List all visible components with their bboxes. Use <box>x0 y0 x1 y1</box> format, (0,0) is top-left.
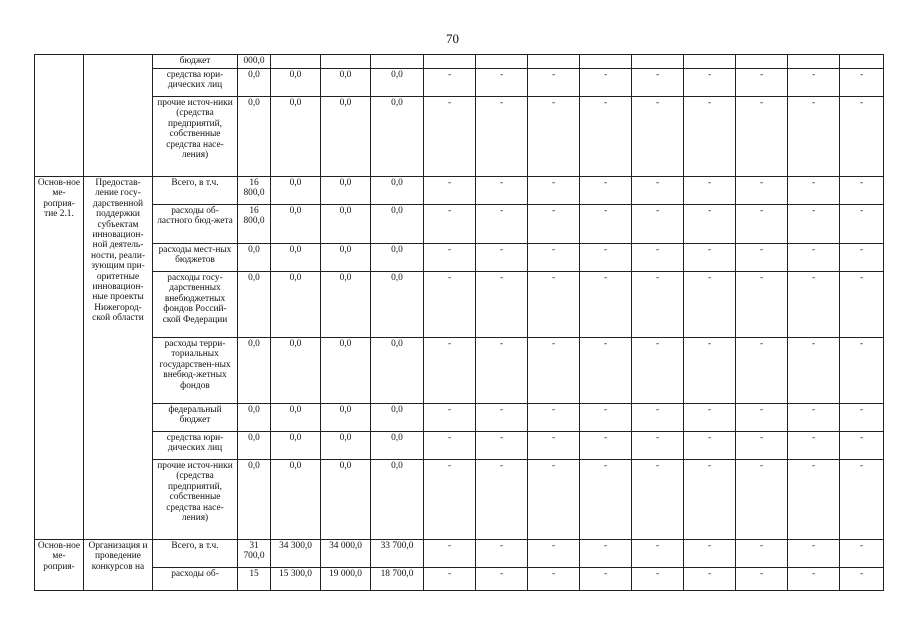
measure-description-cell: Предостав-ление госу-дарственной поддержки субъектам инновацион-ной деятель-ности, реали-зующим при-оритетные инновацион-ные проекты Нижегород-ской области <box>84 177 153 540</box>
empty-year-cell: - <box>840 69 884 97</box>
value-cell: 0,0 <box>271 97 321 177</box>
funding-source-cell: Всего, в т.ч. <box>153 177 238 205</box>
empty-year-cell: - <box>476 432 528 460</box>
funding-source-cell: средства юри-дических лиц <box>153 432 238 460</box>
table-row <box>35 177 884 205</box>
empty-year-cell <box>476 55 528 69</box>
empty-year-cell: - <box>424 460 476 540</box>
empty-year-cell: - <box>632 568 684 591</box>
value-cell: 0,0 <box>271 205 321 244</box>
value-cell: 0,0 <box>238 460 271 540</box>
empty-year-cell: - <box>840 205 884 244</box>
value-cell: 0,0 <box>371 404 424 432</box>
table-row <box>35 244 884 272</box>
value-cell: 0,0 <box>321 69 371 97</box>
value-cell: 33 700,0 <box>371 540 424 568</box>
empty-year-cell: - <box>840 177 884 205</box>
value-cell: 16 800,0 <box>238 205 271 244</box>
empty-year-cell: - <box>684 97 736 177</box>
empty-year-cell: - <box>788 244 840 272</box>
empty-year-cell: - <box>632 244 684 272</box>
empty-year-cell: - <box>632 272 684 338</box>
value-cell: 0,0 <box>271 404 321 432</box>
measure-description-cell <box>84 55 153 177</box>
empty-year-cell: - <box>476 97 528 177</box>
empty-year-cell: - <box>788 205 840 244</box>
empty-year-cell: - <box>736 97 788 177</box>
empty-year-cell: - <box>476 568 528 591</box>
empty-year-cell: - <box>840 244 884 272</box>
empty-year-cell <box>788 55 840 69</box>
empty-year-cell: - <box>528 568 580 591</box>
funding-source-cell: прочие источ-ники (средства предприятий, собственные средства насе-ления) <box>153 97 238 177</box>
value-cell: 0,0 <box>371 432 424 460</box>
empty-year-cell: - <box>788 338 840 404</box>
empty-year-cell: - <box>788 272 840 338</box>
empty-year-cell: - <box>580 460 632 540</box>
empty-year-cell: - <box>632 404 684 432</box>
value-cell: 0,0 <box>321 205 371 244</box>
empty-year-cell: - <box>684 272 736 338</box>
value-cell: 34 300,0 <box>271 540 321 568</box>
empty-year-cell: - <box>528 205 580 244</box>
value-cell: 0,0 <box>321 244 371 272</box>
value-cell: 0,0 <box>271 272 321 338</box>
value-cell: 15 <box>238 568 271 591</box>
value-cell: 0,0 <box>371 338 424 404</box>
funding-source-cell: расходы мест-ных бюджетов <box>153 244 238 272</box>
value-cell: 0,0 <box>371 244 424 272</box>
empty-year-cell: - <box>632 205 684 244</box>
empty-year-cell: - <box>736 460 788 540</box>
table-row <box>35 432 884 460</box>
measure-description-cell: Организация и проведение конкурсов на <box>84 540 153 591</box>
empty-year-cell: - <box>476 69 528 97</box>
value-cell: 0,0 <box>371 460 424 540</box>
funding-source-cell: прочие источ-ники (средства предприятий, собственные средства насе-ления) <box>153 460 238 540</box>
value-cell <box>371 55 424 69</box>
empty-year-cell: - <box>528 432 580 460</box>
empty-year-cell: - <box>632 177 684 205</box>
value-cell: 18 700,0 <box>371 568 424 591</box>
value-cell: 0,0 <box>321 272 371 338</box>
empty-year-cell: - <box>424 272 476 338</box>
table-row <box>35 97 884 177</box>
empty-year-cell: - <box>528 540 580 568</box>
empty-year-cell: - <box>840 272 884 338</box>
table-row <box>35 69 884 97</box>
empty-year-cell: - <box>580 69 632 97</box>
empty-year-cell: - <box>528 244 580 272</box>
empty-year-cell: - <box>788 568 840 591</box>
empty-year-cell: - <box>424 540 476 568</box>
table-row <box>35 272 884 338</box>
table-row <box>35 540 884 568</box>
empty-year-cell: - <box>528 97 580 177</box>
value-cell: 0,0 <box>271 177 321 205</box>
empty-year-cell <box>424 55 476 69</box>
funding-source-cell: расходы терри-ториальных государствен-ных внебюд-жетных фондов <box>153 338 238 404</box>
funding-source-cell: средства юри-дических лиц <box>153 69 238 97</box>
empty-year-cell: - <box>736 540 788 568</box>
empty-year-cell: - <box>788 177 840 205</box>
funding-source-cell: федеральный бюджет <box>153 404 238 432</box>
empty-year-cell: - <box>736 244 788 272</box>
empty-year-cell: - <box>528 460 580 540</box>
value-cell: 0,0 <box>371 177 424 205</box>
empty-year-cell <box>736 55 788 69</box>
value-cell: 0,0 <box>321 177 371 205</box>
empty-year-cell: - <box>528 404 580 432</box>
empty-year-cell: - <box>424 244 476 272</box>
table-row <box>35 55 884 69</box>
value-cell: 19 000,0 <box>321 568 371 591</box>
empty-year-cell: - <box>632 97 684 177</box>
empty-year-cell: - <box>528 177 580 205</box>
empty-year-cell: - <box>736 568 788 591</box>
empty-year-cell: - <box>424 432 476 460</box>
empty-year-cell: - <box>528 272 580 338</box>
value-cell: 0,0 <box>238 69 271 97</box>
funding-source-cell: расходы об-ластного бюд-жета <box>153 205 238 244</box>
empty-year-cell: - <box>684 540 736 568</box>
empty-year-cell: - <box>840 568 884 591</box>
empty-year-cell: - <box>632 338 684 404</box>
measure-name-cell: Основ-ное ме-роприя- <box>35 540 84 591</box>
value-cell: 0,0 <box>321 460 371 540</box>
empty-year-cell: - <box>684 404 736 432</box>
empty-year-cell <box>632 55 684 69</box>
empty-year-cell: - <box>684 568 736 591</box>
measure-name-cell <box>35 55 84 177</box>
empty-year-cell: - <box>476 205 528 244</box>
empty-year-cell: - <box>424 177 476 205</box>
table-row <box>35 568 884 591</box>
empty-year-cell: - <box>476 540 528 568</box>
value-cell: 0,0 <box>238 244 271 272</box>
value-cell: 31 700,0 <box>238 540 271 568</box>
empty-year-cell: - <box>736 432 788 460</box>
value-cell <box>271 55 321 69</box>
empty-year-cell: - <box>840 97 884 177</box>
funding-source-cell: расходы госу-дарственных внебюджетных фондов Россий-ской Федерации <box>153 272 238 338</box>
value-cell: 0,0 <box>271 432 321 460</box>
empty-year-cell: - <box>424 97 476 177</box>
empty-year-cell: - <box>476 460 528 540</box>
empty-year-cell: - <box>788 404 840 432</box>
table-row <box>35 460 884 540</box>
empty-year-cell: - <box>580 97 632 177</box>
empty-year-cell: - <box>476 272 528 338</box>
page-number: 70 <box>446 31 459 46</box>
empty-year-cell: - <box>788 432 840 460</box>
empty-year-cell: - <box>476 338 528 404</box>
empty-year-cell: - <box>840 460 884 540</box>
value-cell: 0,0 <box>371 69 424 97</box>
empty-year-cell: - <box>580 404 632 432</box>
empty-year-cell <box>528 55 580 69</box>
empty-year-cell: - <box>424 205 476 244</box>
empty-year-cell: - <box>788 69 840 97</box>
empty-year-cell: - <box>788 540 840 568</box>
empty-year-cell: - <box>684 205 736 244</box>
empty-year-cell: - <box>580 540 632 568</box>
value-cell: 0,0 <box>371 97 424 177</box>
value-cell: 0,0 <box>271 244 321 272</box>
value-cell: 0,0 <box>238 338 271 404</box>
empty-year-cell: - <box>736 177 788 205</box>
empty-year-cell: - <box>580 338 632 404</box>
empty-year-cell: - <box>580 432 632 460</box>
empty-year-cell <box>840 55 884 69</box>
empty-year-cell: - <box>736 205 788 244</box>
empty-year-cell: - <box>684 177 736 205</box>
funding-source-cell: Всего, в т.ч. <box>153 540 238 568</box>
value-cell: 0,0 <box>321 432 371 460</box>
empty-year-cell: - <box>632 69 684 97</box>
empty-year-cell: - <box>736 69 788 97</box>
empty-year-cell: - <box>840 540 884 568</box>
empty-year-cell: - <box>840 432 884 460</box>
empty-year-cell: - <box>424 568 476 591</box>
empty-year-cell: - <box>580 244 632 272</box>
empty-year-cell: - <box>632 460 684 540</box>
empty-year-cell: - <box>684 460 736 540</box>
value-cell: 0,0 <box>271 69 321 97</box>
empty-year-cell: - <box>632 540 684 568</box>
value-cell <box>321 55 371 69</box>
empty-year-cell: - <box>580 568 632 591</box>
value-cell: 15 300,0 <box>271 568 321 591</box>
value-cell: 0,0 <box>238 404 271 432</box>
value-cell: 0,0 <box>238 272 271 338</box>
empty-year-cell: - <box>736 272 788 338</box>
empty-year-cell: - <box>684 69 736 97</box>
table-row <box>35 404 884 432</box>
table-row <box>35 205 884 244</box>
value-cell: 16 800,0 <box>238 177 271 205</box>
empty-year-cell <box>580 55 632 69</box>
empty-year-cell: - <box>840 404 884 432</box>
empty-year-cell: - <box>788 97 840 177</box>
empty-year-cell: - <box>424 69 476 97</box>
empty-year-cell: - <box>528 69 580 97</box>
funding-source-cell: бюджет <box>153 55 238 69</box>
table-row <box>35 338 884 404</box>
empty-year-cell: - <box>736 338 788 404</box>
empty-year-cell: - <box>580 205 632 244</box>
empty-year-cell: - <box>476 404 528 432</box>
value-cell: 0,0 <box>271 460 321 540</box>
empty-year-cell: - <box>580 177 632 205</box>
value-cell: 34 000,0 <box>321 540 371 568</box>
empty-year-cell: - <box>736 404 788 432</box>
value-cell: 000,0 <box>238 55 271 69</box>
empty-year-cell: - <box>788 460 840 540</box>
empty-year-cell: - <box>684 244 736 272</box>
value-cell: 0,0 <box>371 205 424 244</box>
table-body <box>35 55 884 591</box>
measure-name-cell: Основ-ное ме-роприя-тие 2.1. <box>35 177 84 540</box>
value-cell: 0,0 <box>321 97 371 177</box>
empty-year-cell: - <box>632 432 684 460</box>
empty-year-cell: - <box>684 432 736 460</box>
empty-year-cell: - <box>476 177 528 205</box>
empty-year-cell: - <box>840 338 884 404</box>
funding-source-cell: расходы об- <box>153 568 238 591</box>
value-cell: 0,0 <box>238 432 271 460</box>
value-cell: 0,0 <box>321 404 371 432</box>
empty-year-cell: - <box>424 338 476 404</box>
budget-table <box>34 54 884 591</box>
empty-year-cell <box>684 55 736 69</box>
empty-year-cell: - <box>424 404 476 432</box>
value-cell: 0,0 <box>271 338 321 404</box>
empty-year-cell: - <box>528 338 580 404</box>
empty-year-cell: - <box>684 338 736 404</box>
value-cell: 0,0 <box>321 338 371 404</box>
value-cell: 0,0 <box>238 97 271 177</box>
value-cell: 0,0 <box>371 272 424 338</box>
empty-year-cell: - <box>476 244 528 272</box>
empty-year-cell: - <box>580 272 632 338</box>
